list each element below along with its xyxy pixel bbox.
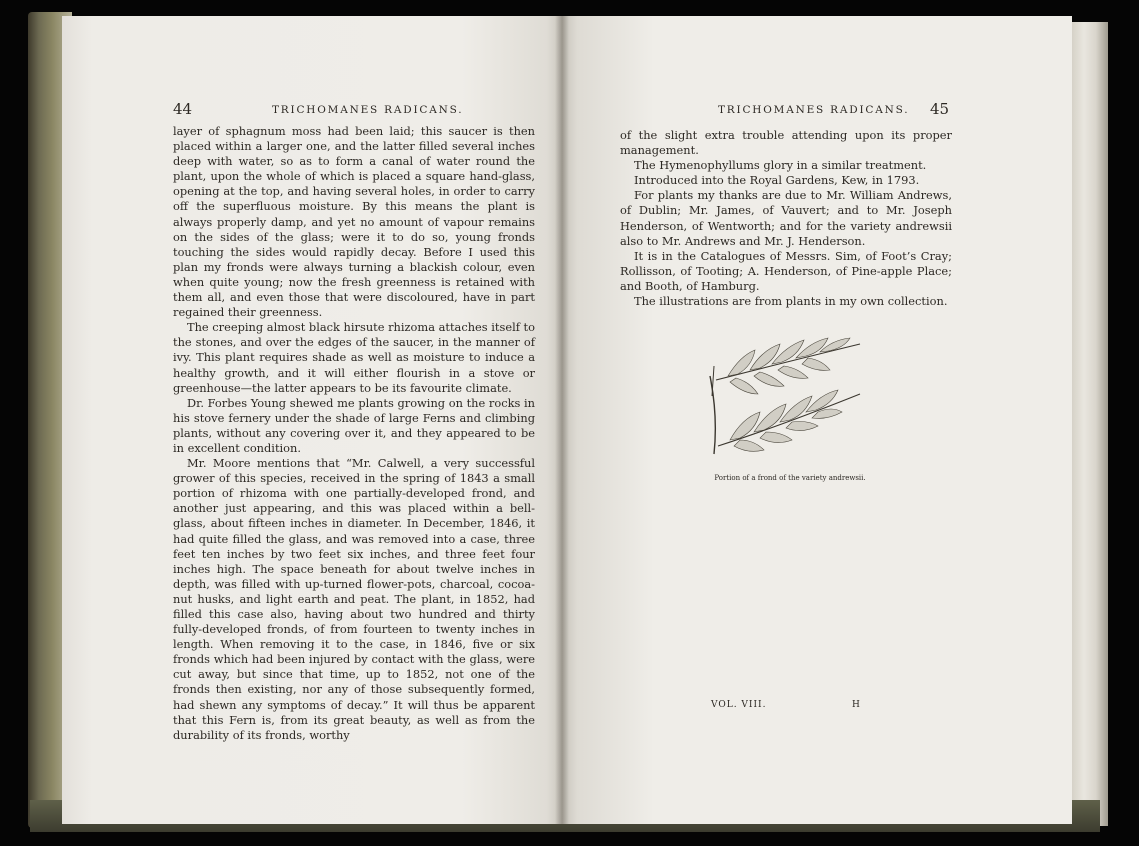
book-gutter bbox=[555, 16, 569, 824]
right-paragraph-4: For plants my thanks are due to Mr. William Andrews, of Dublin; Mr. James, of Vauvert; and to Mr. Joseph Henderson, of Wentworth; and for the variety andrewsii also to Mr. Andrews and Mr. J. Henderson. bbox=[620, 188, 952, 248]
footer-signature: H bbox=[852, 700, 860, 710]
left-body-text bbox=[173, 124, 535, 743]
left-paragraph-1: layer of sphagnum moss had been laid; this saucer is then placed within a larger one, and the latter filled several inches deep with water, so as to form a canal of water round the plant, upon the whole of which is placed a square hand-glass, opening at the top, and having several holes, in order to carry off the superfluous moisture. By this means the plant is always properly damp, and yet no amount of vapour remains on the sides of the glass; were it to do so, young fronds touching the sides would rapidly decay. Before I used this plan my fronds were always turning a blackish colour, even when quite young; now the fresh greenness is retained with them all, and even those that were discoloured, have in part regained their greenness. bbox=[173, 124, 535, 320]
left-paragraph-2: The creeping almost black hirsute rhizoma attaches itself to the stones, and over the edges of the saucer, in the manner of ivy. This plant requires shade as well as moisture to induce a healthy growth, and it will either flourish in a stove or greenhouse—the latter appears to be its favourite climate. bbox=[173, 320, 535, 395]
left-page-number: 44 bbox=[173, 100, 193, 118]
right-paragraph-5: It is in the Catalogues of Messrs. Sim, of Foot’s Cray; Rollisson, of Tooting; A. Henderson, of Pine-apple Place; and Booth, of Hamburg. bbox=[620, 248, 952, 293]
footer-volume: VOL. VIII. bbox=[711, 700, 767, 710]
figure-caption: Portion of a frond of the variety andrewsii. bbox=[714, 474, 866, 482]
right-paragraph-6: The illustrations are from plants in my own collection. bbox=[634, 294, 948, 309]
page-stack-edge bbox=[1068, 22, 1108, 826]
right-page-number: 45 bbox=[930, 100, 950, 118]
left-running-head: TRICHOMANES RADICANS. bbox=[272, 104, 464, 116]
right-body-text bbox=[620, 128, 952, 309]
right-paragraph-1: of the slight extra trouble attending upon its proper management. bbox=[620, 128, 952, 158]
fern-frond-illustration bbox=[700, 336, 870, 456]
right-paragraph-2: The Hymenophyllums glory in a similar treatment. bbox=[634, 158, 927, 173]
right-paragraph-3: Introduced into the Royal Gardens, Kew, in 1793. bbox=[634, 173, 920, 188]
right-running-head: TRICHOMANES RADICANS. bbox=[718, 104, 910, 116]
left-paragraph-3: Dr. Forbes Young shewed me plants growing on the rocks in his stove fernery under the shade of large Ferns and climbing plants, without any covering over it, and they appeared to be in excellent condition. bbox=[173, 395, 535, 455]
left-paragraph-4: Mr. Moore mentions that “Mr. Calwell, a very successful grower of this species, received in the spring of 1843 a small portion of rhizoma with one partially-developed frond, and another just appearing, and this was placed within a bell-glass, about fifteen inches in diameter. In December, 1846, it had quite filled the glass, and was removed into a case, three feet ten inches by two feet six inches, and three feet four inches high. The space beneath for about twelve inches in depth, was filled with up-turned flower-pots, charcoal, cocoa-nut husks, and light earth and peat. The plant, in 1852, had filled this case also, having about two hundred and thirty fully-developed fronds, of from fourteen to twenty inches in length. When removing it to the case, in 1846, five or six fronds which had been injured by contact with the glass, were cut away, but since that time, up to 1852, not one of the fronds then existing, nor any of those subsequently formed, had shewn any symptoms of decay.” It will thus be apparent that this Fern is, from its great beauty, as well as from the durability of its fronds, worthy bbox=[173, 456, 535, 742]
